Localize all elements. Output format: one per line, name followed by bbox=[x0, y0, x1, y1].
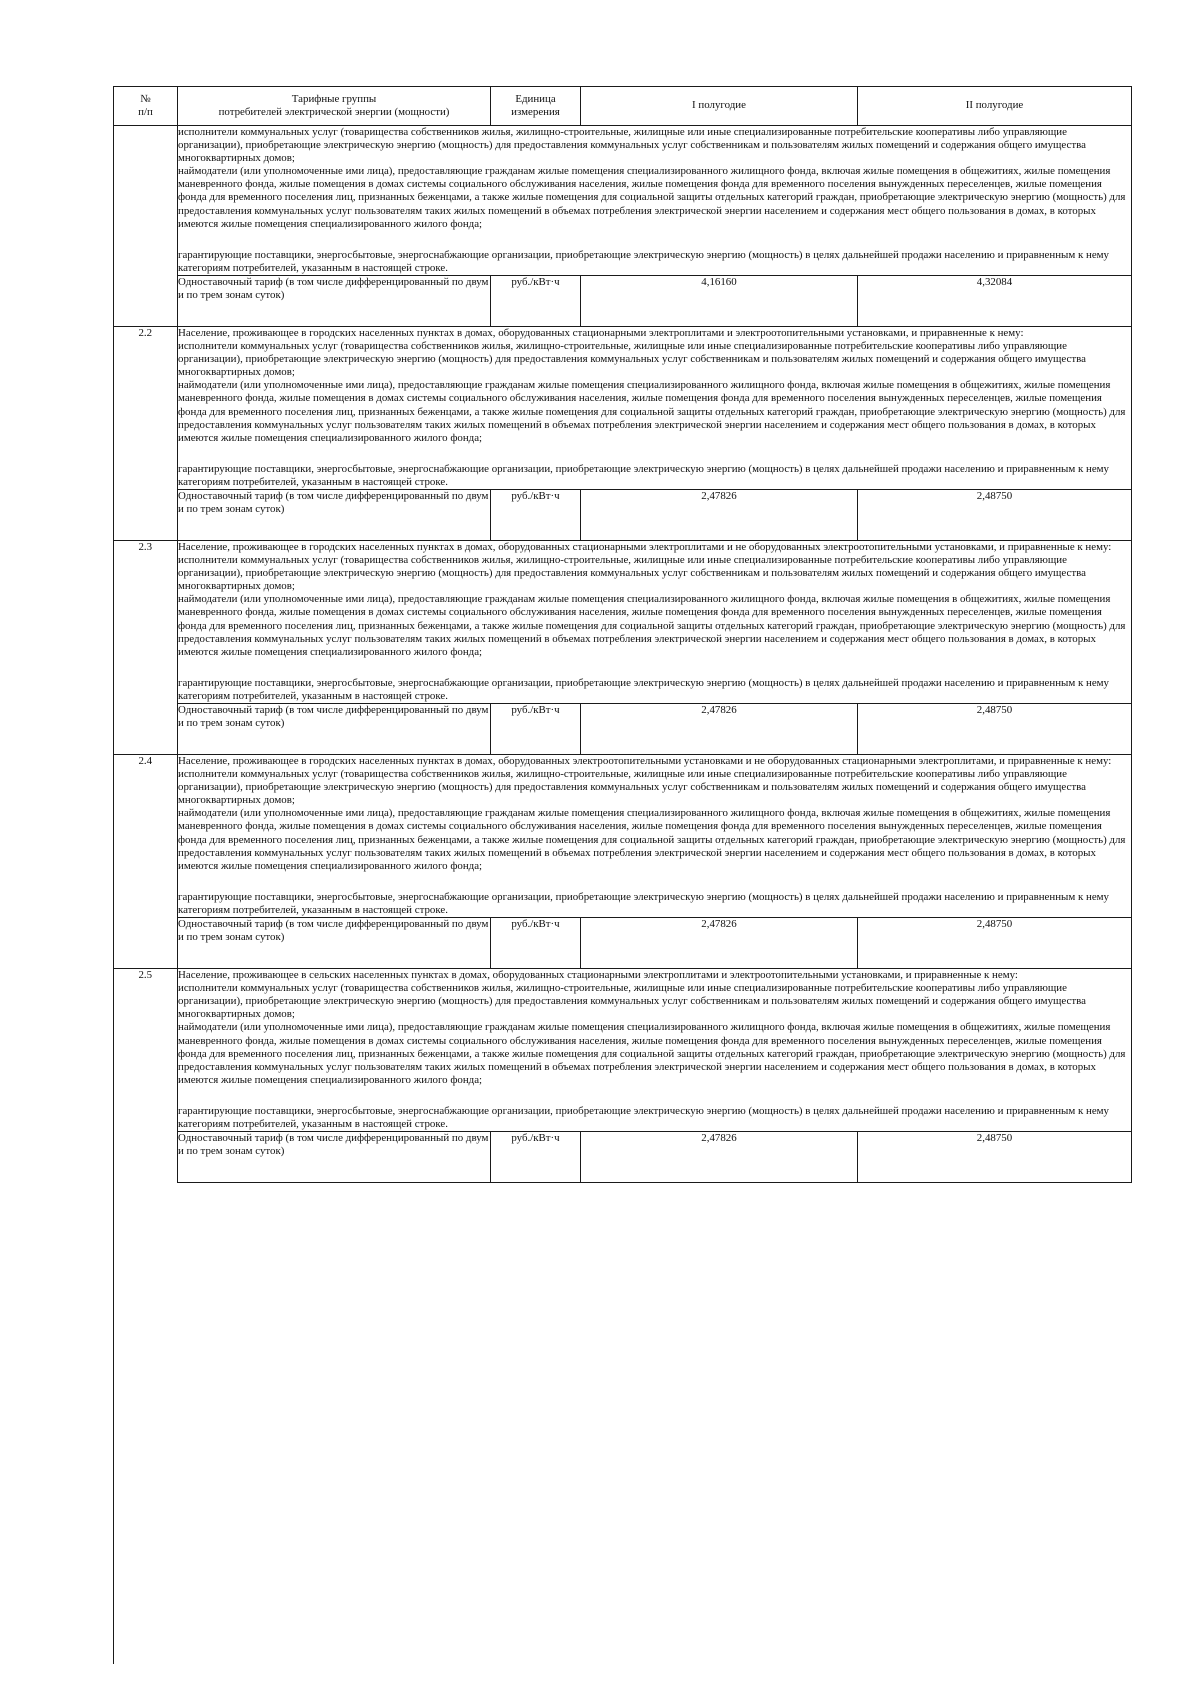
tariff-row bbox=[114, 1132, 1132, 1183]
description-paragraph: исполнители коммунальных услуг (товарищества собственников жилья, жилищно-строительные, жилищные или иные специализированные потребительские кооперативы либо управляющие организации), приобретающие электрическую энергию (мощность) для предоставления коммунальных услуг собственникам и пользователям жилых помещений и содержания общего имущества многоквартирных домов; bbox=[178, 982, 1086, 1021]
header-second-half: II полугодие bbox=[858, 87, 1132, 126]
row-number: 2.5 bbox=[114, 969, 178, 1183]
tariff-name: Одноставочный тариф (в том числе дифференцированный по двум и по трем зонам суток) bbox=[178, 275, 491, 326]
tariff-value-first-half: 2,47826 bbox=[581, 704, 858, 755]
description-title: Население, проживающее в городских населенных пунктах в домах, оборудованных электроотопительными установками и не оборудованных стационарными электроплитами, и приравненные к нему: bbox=[178, 755, 1112, 767]
tariff-name: Одноставочный тариф (в том числе дифференцированный по двум и по трем зонам суток) bbox=[178, 704, 491, 755]
table-row bbox=[114, 969, 1132, 1132]
description-title: Население, проживающее в городских населенных пунктах в домах, оборудованных стационарными электроплитами и электроотопительными установками, и приравненные к нему: bbox=[178, 326, 1024, 339]
tariff-value-first-half: 2,47826 bbox=[581, 489, 858, 540]
tariff-unit: руб./кВт·ч bbox=[491, 489, 581, 540]
tariff-value-second-half: 2,48750 bbox=[858, 704, 1132, 755]
description-title: Население, проживающее в сельских населенных пунктах в домах, оборудованных стационарными электроплитами и электроотопительными установками, и приравненные к нему: bbox=[178, 969, 1018, 982]
description-paragraph: исполнители коммунальных услуг (товарищества собственников жилья, жилищно-строительные, жилищные или иные специализированные потребительские кооперативы либо управляющие организации), приобретающие электрическую энергию (мощность) для предоставления коммунальных услуг собственникам и пользователям жилых помещений и содержания общего имущества многоквартирных домов; bbox=[178, 554, 1086, 593]
tariff-name: Одноставочный тариф (в том числе дифференцированный по двум и по трем зонам суток) bbox=[178, 918, 491, 969]
tariff-row bbox=[114, 704, 1132, 755]
tariff-table bbox=[113, 86, 1132, 1183]
tariff-unit: руб./кВт·ч bbox=[491, 704, 581, 755]
tariff-value-second-half: 2,48750 bbox=[858, 918, 1132, 969]
header-num: № п/п bbox=[114, 87, 178, 126]
row-description bbox=[178, 540, 1132, 703]
tariff-row bbox=[114, 489, 1132, 540]
header-first-half: I полугодие bbox=[581, 87, 858, 126]
tariff-unit: руб./кВт·ч bbox=[491, 275, 581, 326]
header-group: Тарифные группы потребителей электрической энергии (мощности) bbox=[178, 87, 491, 126]
tariff-unit: руб./кВт·ч bbox=[491, 918, 581, 969]
description-paragraph: гарантирующие поставщики, энергосбытовые, энергоснабжающие организации, приобретающие электрическую энергию (мощность) в целях дальнейшей продажи населению и приравненным к нему категориям потребителей, указанным в настоящей строке. bbox=[178, 462, 1109, 488]
description-paragraph: гарантирующие поставщики, энергосбытовые, энергоснабжающие организации, приобретающие электрическую энергию (мощность) в целях дальнейшей продажи населению и приравненным к нему категориям потребителей, указанным в настоящей строке. bbox=[178, 890, 1109, 916]
description-paragraph: наймодатели (или уполномоченные ими лица), предоставляющие гражданам жилые помещения специализированного жилищного фонда, включая жилые помещения в общежитиях, жилые помещения маневренного фонда, жилые помещения в домах системы социального обслуживания населения, жилые помещения фонда для временного поселения вынужденных переселенцев, жилые помещения фонда для временного поселения лиц, признанных беженцами, а также жилые помещения для социальной защиты отдельных категорий граждан, приобретающие электрическую энергию (мощность) для предоставления коммунальных услуг пользователям таких жилых помещений в объемах потребления электрической энергии населением и содержания мест общего пользования в домах, в которых имеются жилые помещения специализированного жилого фонда; bbox=[178, 379, 1126, 444]
table-row bbox=[114, 126, 1132, 276]
row-description bbox=[178, 755, 1132, 918]
description-title: Население, проживающее в городских населенных пунктах в домах, оборудованных стационарными электроплитами и не оборудованных электроотопительными установками, и приравненные к нему: bbox=[178, 540, 1112, 553]
row-number: 2.2 bbox=[114, 326, 178, 540]
row-number: 2.4 bbox=[114, 755, 178, 969]
description-paragraph: наймодатели (или уполномоченные ими лица), предоставляющие гражданам жилые помещения специализированного жилищного фонда, включая жилые помещения в общежитиях, жилые помещения маневренного фонда, жилые помещения в домах системы социального обслуживания населения, жилые помещения фонда для временного поселения вынужденных переселенцев, жилые помещения фонда для временного поселения лиц, признанных беженцами, а также жилые помещения для социальной защиты отдельных категорий граждан, приобретающие электрическую энергию (мощность) для предоставления коммунальных услуг пользователям таких жилых помещений в объемах потребления электрической энергии населением и содержания мест общего пользования в домах, в которых имеются жилые помещения специализированного жилого фонда; bbox=[178, 807, 1126, 872]
tariff-name: Одноставочный тариф (в том числе дифференцированный по двум и по трем зонам суток) bbox=[178, 489, 491, 540]
header-unit: Единица измерения bbox=[491, 87, 581, 126]
table-row bbox=[114, 755, 1132, 918]
tariff-value-second-half: 2,48750 bbox=[858, 1132, 1132, 1183]
description-paragraph: наймодатели (или уполномоченные ими лица), предоставляющие гражданам жилые помещения специализированного жилищного фонда, включая жилые помещения в общежитиях, жилые помещения маневренного фонда, жилые помещения в домах системы социального обслуживания населения, жилые помещения фонда для временного поселения вынужденных переселенцев, жилые помещения фонда для временного поселения лиц, признанных беженцами, а также жилые помещения для социальной защиты отдельных категорий граждан, приобретающие электрическую энергию (мощность) для предоставления коммунальных услуг пользователям таких жилых помещений в объемах потребления электрической энергии населением и содержания мест общего пользования в домах, в которых имеются жилые помещения специализированного жилого фонда; bbox=[178, 1021, 1126, 1086]
tariff-name: Одноставочный тариф (в том числе дифференцированный по двум и по трем зонам суток) bbox=[178, 1132, 491, 1183]
tariff-value-first-half: 2,47826 bbox=[581, 1132, 858, 1183]
description-paragraph: наймодатели (или уполномоченные ими лица), предоставляющие гражданам жилые помещения специализированного жилищного фонда, включая жилые помещения в общежитиях, жилые помещения маневренного фонда, жилые помещения в домах системы социального обслуживания населения, жилые помещения фонда для временного поселения вынужденных переселенцев, жилые помещения фонда для временного поселения лиц, признанных беженцами, а также жилые помещения для социальной защиты отдельных категорий граждан, приобретающие электрическую энергию (мощность) для предоставления коммунальных услуг пользователям таких жилых помещений в объемах потребления электрической энергии населением и содержания мест общего пользования в домах, в которых имеются жилые помещения специализированного жилого фонда; bbox=[178, 593, 1126, 658]
table-row bbox=[114, 540, 1132, 703]
row-description bbox=[178, 126, 1132, 276]
tariff-row bbox=[114, 275, 1132, 326]
tariff-value-first-half: 4,16160 bbox=[581, 275, 858, 326]
tariff-row bbox=[114, 918, 1132, 969]
description-paragraph: гарантирующие поставщики, энергосбытовые, энергоснабжающие организации, приобретающие электрическую энергию (мощность) в целях дальнейшей продажи населению и приравненным к нему категориям потребителей, указанным в настоящей строке. bbox=[178, 248, 1109, 274]
tariff-value-second-half: 4,32084 bbox=[858, 275, 1132, 326]
tariff-value-first-half: 2,47826 bbox=[581, 918, 858, 969]
description-paragraph: исполнители коммунальных услуг (товарищества собственников жилья, жилищно-строительные, жилищные или иные специализированные потребительские кооперативы либо управляющие организации), приобретающие электрическую энергию (мощность) для предоставления коммунальных услуг собственникам и пользователям жилых помещений и содержания общего имущества многоквартирных домов; bbox=[178, 126, 1086, 165]
table-row bbox=[114, 326, 1132, 489]
tariff-unit: руб./кВт·ч bbox=[491, 1132, 581, 1183]
row-description bbox=[178, 969, 1132, 1132]
description-paragraph: исполнители коммунальных услуг (товарищества собственников жилья, жилищно-строительные, жилищные или иные специализированные потребительские кооперативы либо управляющие организации), приобретающие электрическую энергию (мощность) для предоставления коммунальных услуг собственникам и пользователям жилых помещений и содержания общего имущества многоквартирных домов; bbox=[178, 340, 1086, 379]
row-number: 2.3 bbox=[114, 540, 178, 754]
description-paragraph: исполнители коммунальных услуг (товарищества собственников жилья, жилищно-строительные, жилищные или иные специализированные потребительские кооперативы либо управляющие организации), приобретающие электрическую энергию (мощность) для предоставления коммунальных услуг собственникам и пользователям жилых помещений и содержания общего имущества многоквартирных домов; bbox=[178, 768, 1086, 807]
table-header-row bbox=[114, 87, 1132, 126]
row-description bbox=[178, 326, 1132, 489]
row-number bbox=[114, 126, 178, 327]
description-paragraph: наймодатели (или уполномоченные ими лица), предоставляющие гражданам жилые помещения специализированного жилищного фонда, включая жилые помещения в общежитиях, жилые помещения маневренного фонда, жилые помещения в домах системы социального обслуживания населения, жилые помещения фонда для временного поселения вынужденных переселенцев, жилые помещения фонда для временного поселения лиц, признанных беженцами, а также жилые помещения для социальной защиты отдельных категорий граждан, приобретающие электрическую энергию (мощность) для предоставления коммунальных услуг пользователям таких жилых помещений в объемах потребления электрической энергии населением и содержания мест общего пользования в домах, в которых имеются жилые помещения специализированного жилого фонда; bbox=[178, 165, 1126, 230]
description-paragraph: гарантирующие поставщики, энергосбытовые, энергоснабжающие организации, приобретающие электрическую энергию (мощность) в целях дальнейшей продажи населению и приравненным к нему категориям потребителей, указанным в настоящей строке. bbox=[178, 676, 1109, 702]
description-paragraph: гарантирующие поставщики, энергосбытовые, энергоснабжающие организации, приобретающие электрическую энергию (мощность) в целях дальнейшей продажи населению и приравненным к нему категориям потребителей, указанным в настоящей строке. bbox=[178, 1104, 1109, 1130]
tariff-value-second-half: 2,48750 bbox=[858, 489, 1132, 540]
